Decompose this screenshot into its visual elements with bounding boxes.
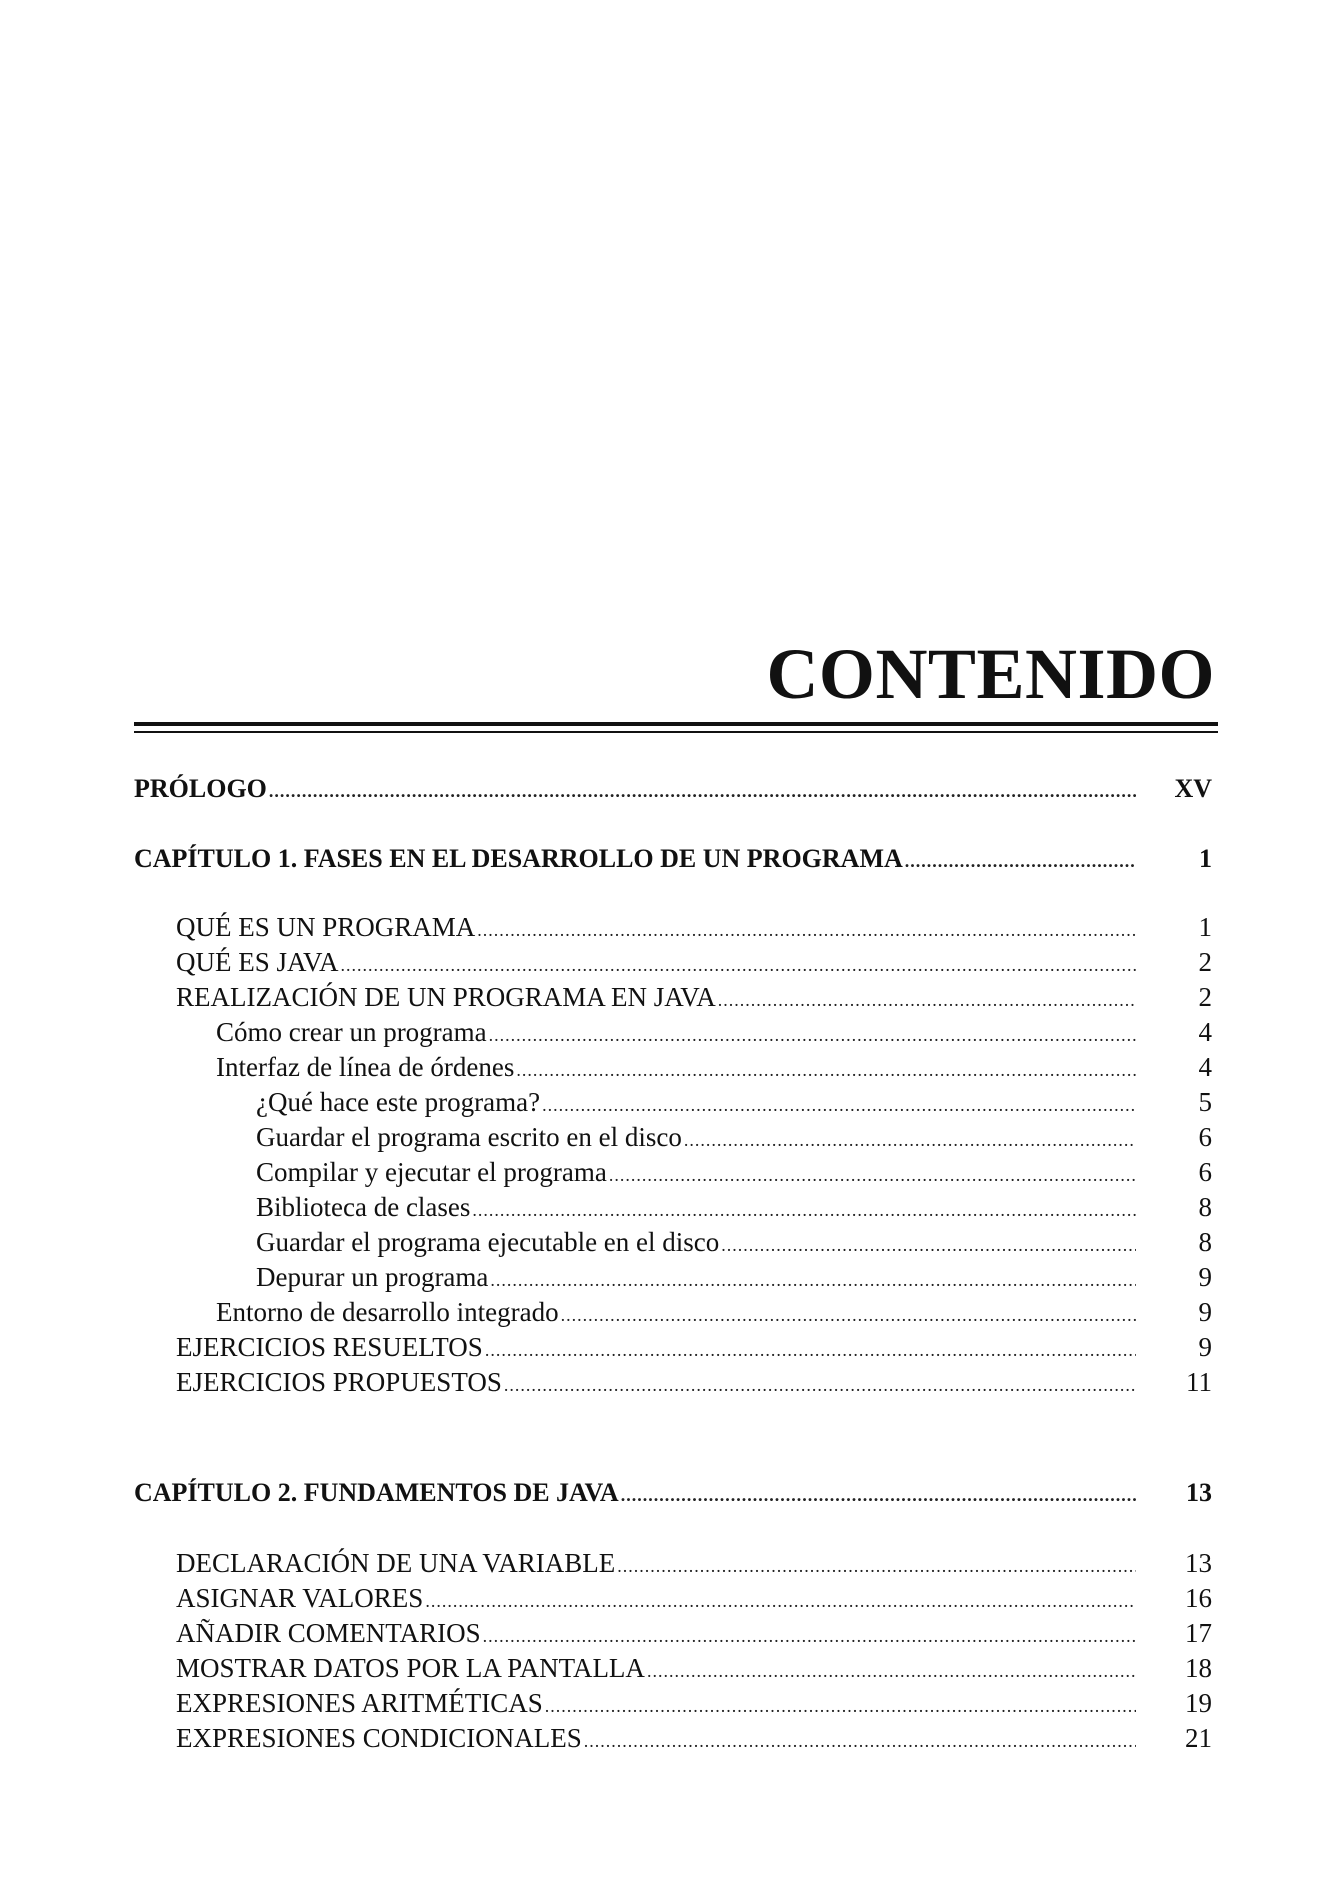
toc-entry[interactable] (134, 1155, 1212, 1189)
toc-entry[interactable] (134, 1686, 1212, 1720)
title-rule-thick (134, 722, 1218, 726)
toc-entry-label: AÑADIR COMENTARIOS (176, 1618, 481, 1648)
toc-entry[interactable] (134, 1581, 1212, 1615)
toc-entry[interactable] (134, 1616, 1212, 1650)
dot-leader (269, 774, 1136, 808)
toc-entry-page: 1 (1199, 844, 1212, 873)
dot-leader (647, 1654, 1136, 1688)
toc-entry-page: 6 (1198, 1157, 1212, 1187)
dot-leader (490, 1263, 1136, 1297)
toc-entry[interactable] (134, 1546, 1212, 1580)
toc-entry-page: 5 (1198, 1087, 1212, 1117)
dot-leader (483, 1619, 1136, 1653)
dot-leader (617, 1549, 1136, 1583)
toc-entry-page: 6 (1198, 1122, 1212, 1152)
toc-entry-page: 9 (1198, 1262, 1212, 1292)
toc-entry-label: Depurar un programa (256, 1262, 489, 1292)
toc-entry-label: DECLARACIÓN DE UNA VARIABLE (176, 1548, 616, 1578)
page-title: CONTENIDO (766, 634, 1215, 714)
toc-entry-page: 13 (1186, 1478, 1212, 1507)
toc-entry-label: REALIZACIÓN DE UN PROGRAMA EN JAVA (176, 982, 716, 1012)
toc-entry[interactable] (134, 1015, 1212, 1049)
toc-entry-label: QUÉ ES JAVA (176, 947, 339, 977)
toc-entry[interactable] (134, 1295, 1212, 1329)
toc-entry[interactable] (134, 1365, 1212, 1399)
toc-entry[interactable] (134, 1085, 1212, 1119)
toc-entry-page: 8 (1198, 1192, 1212, 1222)
dot-leader (477, 913, 1136, 947)
toc-entry-label: Cómo crear un programa (216, 1017, 487, 1047)
toc-entry-page: 9 (1198, 1297, 1212, 1327)
toc-entry[interactable] (134, 1190, 1212, 1224)
toc-entry-page: 19 (1185, 1688, 1212, 1718)
dot-leader (621, 1478, 1136, 1512)
toc-entry[interactable] (134, 1721, 1212, 1755)
dot-leader (684, 1123, 1136, 1157)
toc-entry-page: 11 (1186, 1367, 1212, 1397)
toc-entry-chapter-1[interactable] (134, 842, 1212, 876)
toc-entry[interactable] (134, 1330, 1212, 1364)
toc-entry-label: PRÓLOGO (134, 774, 267, 803)
dot-leader (489, 1018, 1136, 1052)
dot-leader (485, 1333, 1136, 1367)
toc-entry-label: EJERCICIOS PROPUESTOS (176, 1367, 502, 1397)
toc-entry-label: ASIGNAR VALORES (176, 1583, 424, 1613)
dot-leader (516, 1053, 1136, 1087)
toc-entry-label: CAPÍTULO 1. FASES EN EL DESARROLLO DE UN PROGRAMA (134, 844, 903, 873)
toc-entry[interactable] (134, 910, 1212, 944)
dot-leader (425, 1584, 1136, 1618)
toc-entry-page: 2 (1198, 982, 1212, 1012)
toc-entry[interactable] (134, 980, 1212, 1014)
toc-entry[interactable] (134, 1120, 1212, 1154)
toc-entry-label: Biblioteca de clases (256, 1192, 471, 1222)
toc-entry-page: 4 (1198, 1017, 1212, 1047)
toc-entry-label: ¿Qué hace este programa? (256, 1087, 541, 1117)
toc-entry-label: EJERCICIOS RESUELTOS (176, 1332, 483, 1362)
toc-entry-label: EXPRESIONES ARITMÉTICAS (176, 1688, 543, 1718)
dot-leader (609, 1158, 1136, 1192)
toc-entry-page: 2 (1198, 947, 1212, 977)
dot-leader (905, 844, 1136, 878)
toc-entry-label: Guardar el programa escrito en el disco (256, 1122, 682, 1152)
toc-entry-page: 21 (1185, 1723, 1212, 1753)
dot-leader (561, 1298, 1136, 1332)
dot-leader (504, 1368, 1136, 1402)
toc-entry[interactable] (134, 1260, 1212, 1294)
toc-entry[interactable] (134, 1651, 1212, 1685)
toc-entry-label: CAPÍTULO 2. FUNDAMENTOS DE JAVA (134, 1478, 619, 1507)
toc-entry-page: 1 (1198, 912, 1212, 942)
toc-entry-page: 17 (1185, 1618, 1212, 1648)
toc-entry[interactable] (134, 1050, 1212, 1084)
dot-leader (542, 1088, 1136, 1122)
toc-entry[interactable] (134, 1225, 1212, 1259)
toc-entry-label: QUÉ ES UN PROGRAMA (176, 912, 476, 942)
toc-entry-page: 18 (1185, 1653, 1212, 1683)
dot-leader (718, 983, 1136, 1017)
dot-leader (584, 1724, 1136, 1758)
toc-entry-prologo[interactable] (134, 772, 1212, 806)
toc-entry-label: MOSTRAR DATOS POR LA PANTALLA (176, 1653, 645, 1683)
dot-leader (545, 1689, 1136, 1723)
dot-leader (472, 1193, 1136, 1227)
toc-entry-page: 9 (1198, 1332, 1212, 1362)
toc-entry-chapter-2[interactable] (134, 1476, 1212, 1510)
toc-entry-label: Compilar y ejecutar el programa (256, 1157, 607, 1187)
toc-entry-page: 4 (1198, 1052, 1212, 1082)
dot-leader (721, 1228, 1136, 1262)
toc-entry-label: EXPRESIONES CONDICIONALES (176, 1723, 582, 1753)
dot-leader (341, 948, 1136, 982)
toc-entry-page: XV (1174, 774, 1212, 803)
toc-entry-page: 8 (1198, 1227, 1212, 1257)
toc-entry-page: 16 (1185, 1583, 1212, 1613)
toc-entry-label: Guardar el programa ejecutable en el disco (256, 1227, 720, 1257)
toc-entry-page: 13 (1185, 1548, 1212, 1578)
title-rule-thin (134, 731, 1218, 733)
toc-entry[interactable] (134, 945, 1212, 979)
toc-entry-label: Interfaz de línea de órdenes (216, 1052, 515, 1082)
toc-entry-label: Entorno de desarrollo integrado (216, 1297, 559, 1327)
